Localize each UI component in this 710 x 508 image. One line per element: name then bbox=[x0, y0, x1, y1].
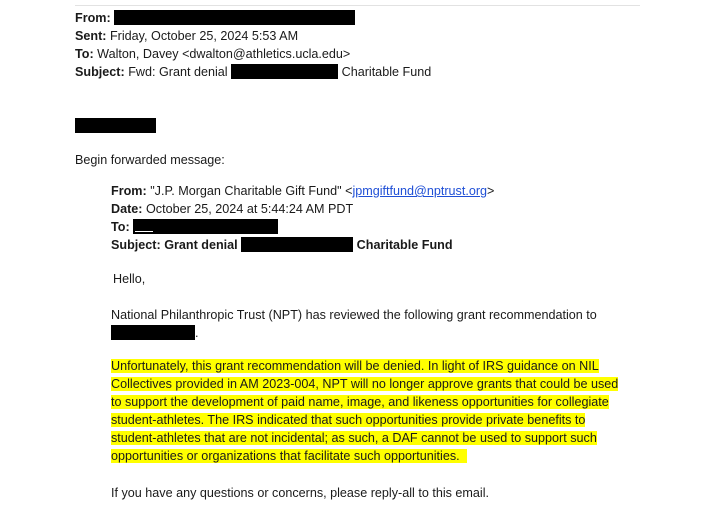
highlighted-text: Unfortunately, this grant recommendation will be denied. In light of IRS guidance on NIL bbox=[111, 359, 599, 373]
outer-subject-row bbox=[75, 63, 431, 81]
intro-end: . bbox=[195, 326, 199, 340]
outer-email-header bbox=[75, 9, 431, 81]
highlighted-text: to support the development of paid name, image, and likeness opportunities for collegiate bbox=[111, 395, 609, 409]
denial-line bbox=[111, 375, 631, 393]
fwd-from-name: "J.P. Morgan Charitable Gift Fund" < bbox=[150, 184, 353, 198]
redacted-sender bbox=[114, 10, 355, 25]
denial-line bbox=[111, 447, 631, 465]
greeting: Hello, bbox=[113, 272, 146, 286]
denial-line bbox=[111, 411, 631, 429]
fwd-to-label: To: bbox=[111, 220, 130, 234]
fwd-date-value: October 25, 2024 at 5:44:24 AM PDT bbox=[146, 202, 354, 216]
redaction-underscore-mark bbox=[135, 231, 153, 232]
fwd-date-label: Date: bbox=[111, 202, 143, 216]
outer-subject-label: Subject: bbox=[75, 65, 125, 79]
fwd-date-row bbox=[111, 200, 494, 218]
fwd-to-row bbox=[111, 218, 494, 236]
forwarded-email-header bbox=[111, 182, 494, 254]
begin-forwarded-label: Begin forwarded message: bbox=[75, 153, 225, 167]
closing-paragraph: If you have any questions or concerns, please reply-all to this email. bbox=[111, 486, 490, 500]
outer-from-label: From: bbox=[75, 11, 111, 25]
outer-sent-row bbox=[75, 27, 431, 45]
outer-subject-suffix: Charitable Fund bbox=[341, 65, 432, 79]
denial-line bbox=[111, 429, 631, 447]
outer-to-label: To: bbox=[75, 47, 94, 61]
intro-paragraph: National Philanthropic Trust (NPT) has reviewed the following grant recommendation to bbox=[111, 308, 597, 322]
outer-to-value: Walton, Davey <dwalton@athletics.ucla.edu> bbox=[97, 47, 351, 61]
header-divider bbox=[75, 5, 640, 6]
fwd-from-close: > bbox=[487, 184, 495, 198]
redacted-fund-name-fwd bbox=[241, 237, 353, 252]
redacted-grantee bbox=[111, 325, 195, 340]
fwd-subject-prefix: Grant denial bbox=[164, 238, 238, 252]
outer-sent-label: Sent: bbox=[75, 29, 107, 43]
fwd-subject-label: Subject: bbox=[111, 238, 161, 252]
outer-to-row bbox=[75, 45, 431, 63]
denial-line bbox=[111, 357, 631, 375]
intro-line-2 bbox=[111, 324, 631, 342]
outer-sent-value: Friday, October 25, 2024 5:53 AM bbox=[109, 29, 299, 43]
redacted-signature bbox=[75, 118, 156, 133]
fwd-subject-suffix: Charitable Fund bbox=[356, 238, 453, 252]
outer-from-row bbox=[75, 9, 431, 27]
fwd-from-label: From: bbox=[111, 184, 147, 198]
highlighted-text: Collectives provided in AM 2023-004, NPT will no longer approve grants that could be used bbox=[111, 377, 619, 391]
highlighted-text: student-athletes that are not incidental; as such, a DAF cannot be used to support such bbox=[111, 431, 597, 445]
fwd-subject-row bbox=[111, 236, 494, 254]
denial-paragraph bbox=[111, 357, 631, 465]
fwd-from-row bbox=[111, 182, 494, 200]
outer-subject-prefix: Fwd: Grant denial bbox=[128, 65, 228, 79]
redacted-fund-name bbox=[231, 64, 338, 79]
denial-line bbox=[111, 393, 631, 411]
highlighted-text: student-athletes. The IRS indicated that such opportunities provide private benefits to bbox=[111, 413, 586, 427]
highlighted-text: opportunities or organizations that facilitate such opportunities. bbox=[111, 449, 467, 463]
redacted-recipient bbox=[133, 219, 278, 234]
fwd-from-email-link[interactable]: jpmgiftfund@nptrust.org bbox=[352, 184, 488, 198]
